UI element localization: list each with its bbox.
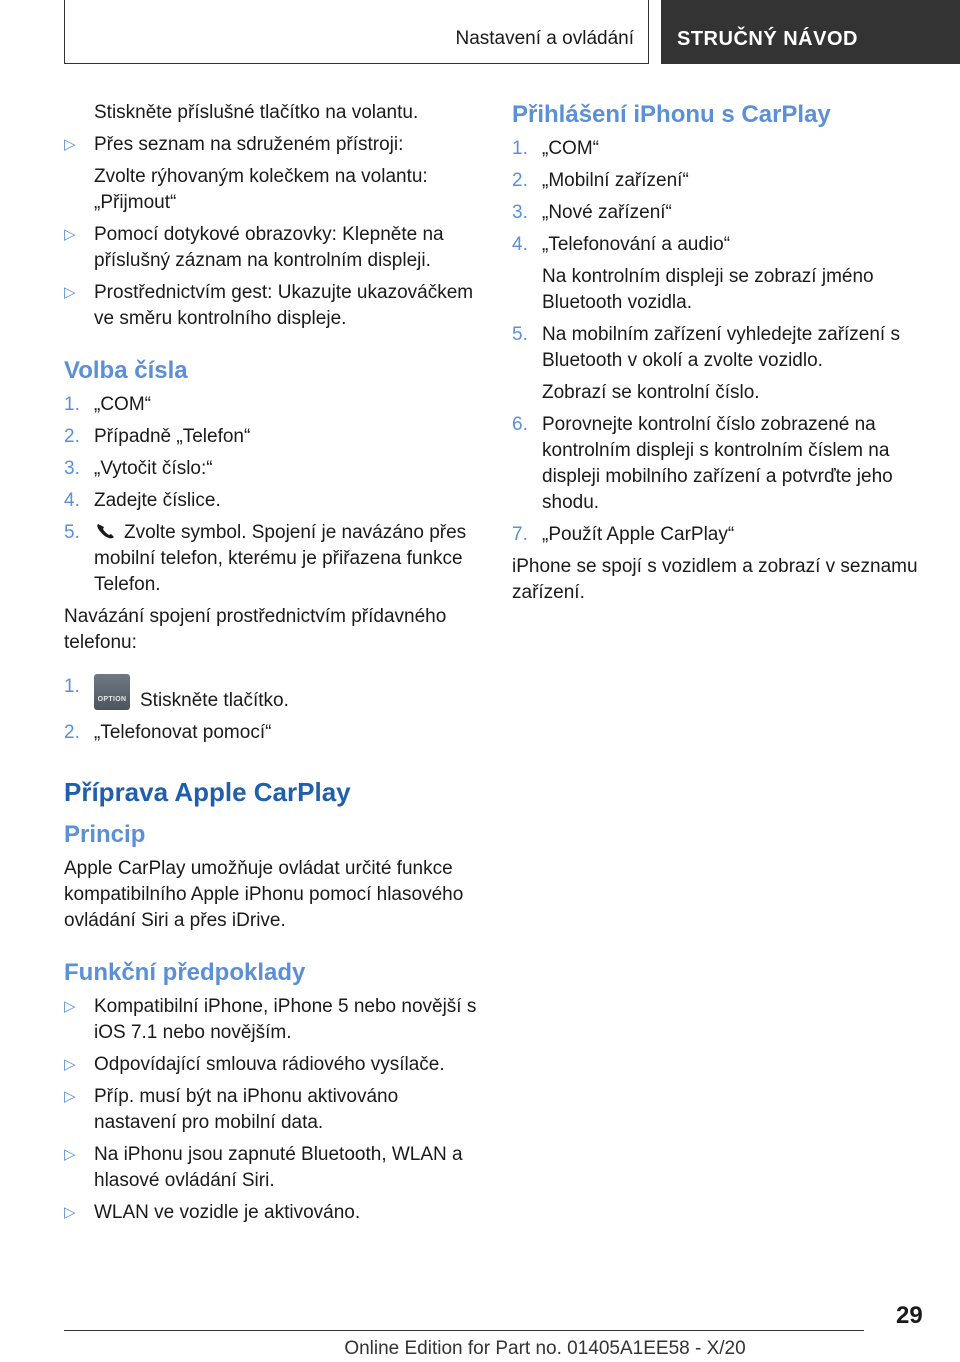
option-button-icon: OPTION	[94, 674, 130, 710]
step-item: 1. OPTION Stiskněte tlačítko.	[64, 676, 289, 711]
volba-heading: Volba čísla	[64, 357, 188, 384]
funkcni-heading: Funkční předpoklady	[64, 959, 306, 986]
bullet-item: ▷ Odpovídající smlouva rádiového vysílače.	[64, 1052, 480, 1078]
bullet-item: ▷ WLAN ve vozidle je aktivováno.	[64, 1200, 480, 1226]
footer-divider	[64, 1330, 864, 1331]
step-item: 1. „COM“	[64, 394, 151, 415]
header-section-title: Nastavení a ovládání	[455, 28, 634, 49]
princip-heading: Princip	[64, 821, 146, 848]
step-item: 2. „Telefonovat pomocí“	[64, 722, 272, 743]
closing-text: iPhone se spojí s vozidlem a zobrazí v seznamu zařízení.	[512, 556, 918, 603]
bullet-triangle-icon: ▷	[64, 1088, 76, 1105]
bullet-triangle-icon: ▷	[64, 226, 76, 243]
intro-text: Stiskněte příslušné tlačítko na volantu.	[94, 102, 419, 123]
header-section-box	[64, 0, 649, 64]
step-item: 3. „Vytočit číslo:“	[64, 458, 213, 479]
page-number: 29	[896, 1302, 923, 1329]
bullet-triangle-icon: ▷	[64, 1204, 76, 1221]
step-item: 5. Zvolte symbol. Spojení je navázáno přes mobilní telefon, kterému je přiřazena funkce Telefon.	[64, 522, 467, 595]
main-heading: Příprava Apple CarPlay	[64, 777, 351, 807]
phone-handset-icon	[94, 521, 118, 541]
step-item: 2. „Mobilní zařízení“	[512, 170, 689, 191]
bullet-item: ▷ Prostřednictvím gest: Ukazujte ukazováčkem ve směru kontrolního displeje.	[64, 282, 474, 329]
step-item: 7. „Použít Apple CarPlay“	[512, 524, 735, 545]
right-column	[512, 100, 928, 612]
step-item: 2. Případně „Telefon“	[64, 426, 251, 447]
bullet-item: ▷ Na iPhonu jsou zapnuté Bluetooth, WLAN a hlasové ovládání Siri.	[64, 1144, 463, 1191]
step-item: 3. „Nové zařízení“	[512, 202, 672, 223]
footer-edition: Online Edition for Part no. 01405A1EE58 - X/20	[344, 1338, 746, 1359]
left-column	[64, 100, 480, 1232]
extra-text: Navázání spojení prostřednictvím přídavného telefonu:	[64, 606, 447, 653]
step-item: 6. Porovnejte kontrolní číslo zobrazené na kontrolním displeji s kontrolním číslem na displeji mobilního zařízení a potvrďte jeho shodu.	[512, 414, 893, 513]
bullet-triangle-icon: ▷	[64, 284, 76, 301]
bullet-item: ▷ Kompatibilní iPhone, iPhone 5 nebo novější s iOS 7.1 nebo novějším.	[64, 996, 477, 1043]
bullet-item: ▷ Pomocí dotykové obrazovky: Klepněte na příslušný záznam na kontrolním displeji.	[64, 224, 444, 271]
step-note: Zobrazí se kontrolní číslo.	[542, 382, 760, 403]
bullet-triangle-icon: ▷	[64, 136, 76, 153]
bullet-triangle-icon: ▷	[64, 998, 76, 1015]
step-note: Na kontrolním displeji se zobrazí jméno Bluetooth vozidla.	[542, 266, 874, 313]
step-item: 1. „COM“	[512, 138, 599, 159]
bullet-item: ▷ Příp. musí být na iPhonu aktivováno nastavení pro mobilní data.	[64, 1086, 399, 1133]
sub-text: Zvolte rýhovaným kolečkem na volantu: „Přijmout“	[94, 166, 428, 213]
step-item: 4. Zadejte číslice.	[64, 490, 221, 511]
header-guide-title: STRUČNÝ NÁVOD	[677, 28, 858, 50]
bullet-triangle-icon: ▷	[64, 1056, 76, 1073]
carplay-login-heading: Přihlášení iPhonu s CarPlay	[512, 101, 831, 128]
bullet-triangle-icon: ▷	[64, 1146, 76, 1163]
princip-text: Apple CarPlay umožňuje ovládat určité funkce kompatibilního Apple iPhonu pomocí hlasového ovládání Siri a přes iDrive.	[64, 858, 464, 931]
step-item: 4. „Telefonování a audio“	[512, 234, 731, 255]
header-guide-box	[661, 0, 960, 64]
step-item: 5. Na mobilním zařízení vyhledejte zařízení s Bluetooth v okolí a zvolte vozidlo.	[512, 324, 900, 371]
bullet-item: ▷ Přes seznam na sdruženém přístroji:	[64, 132, 480, 158]
